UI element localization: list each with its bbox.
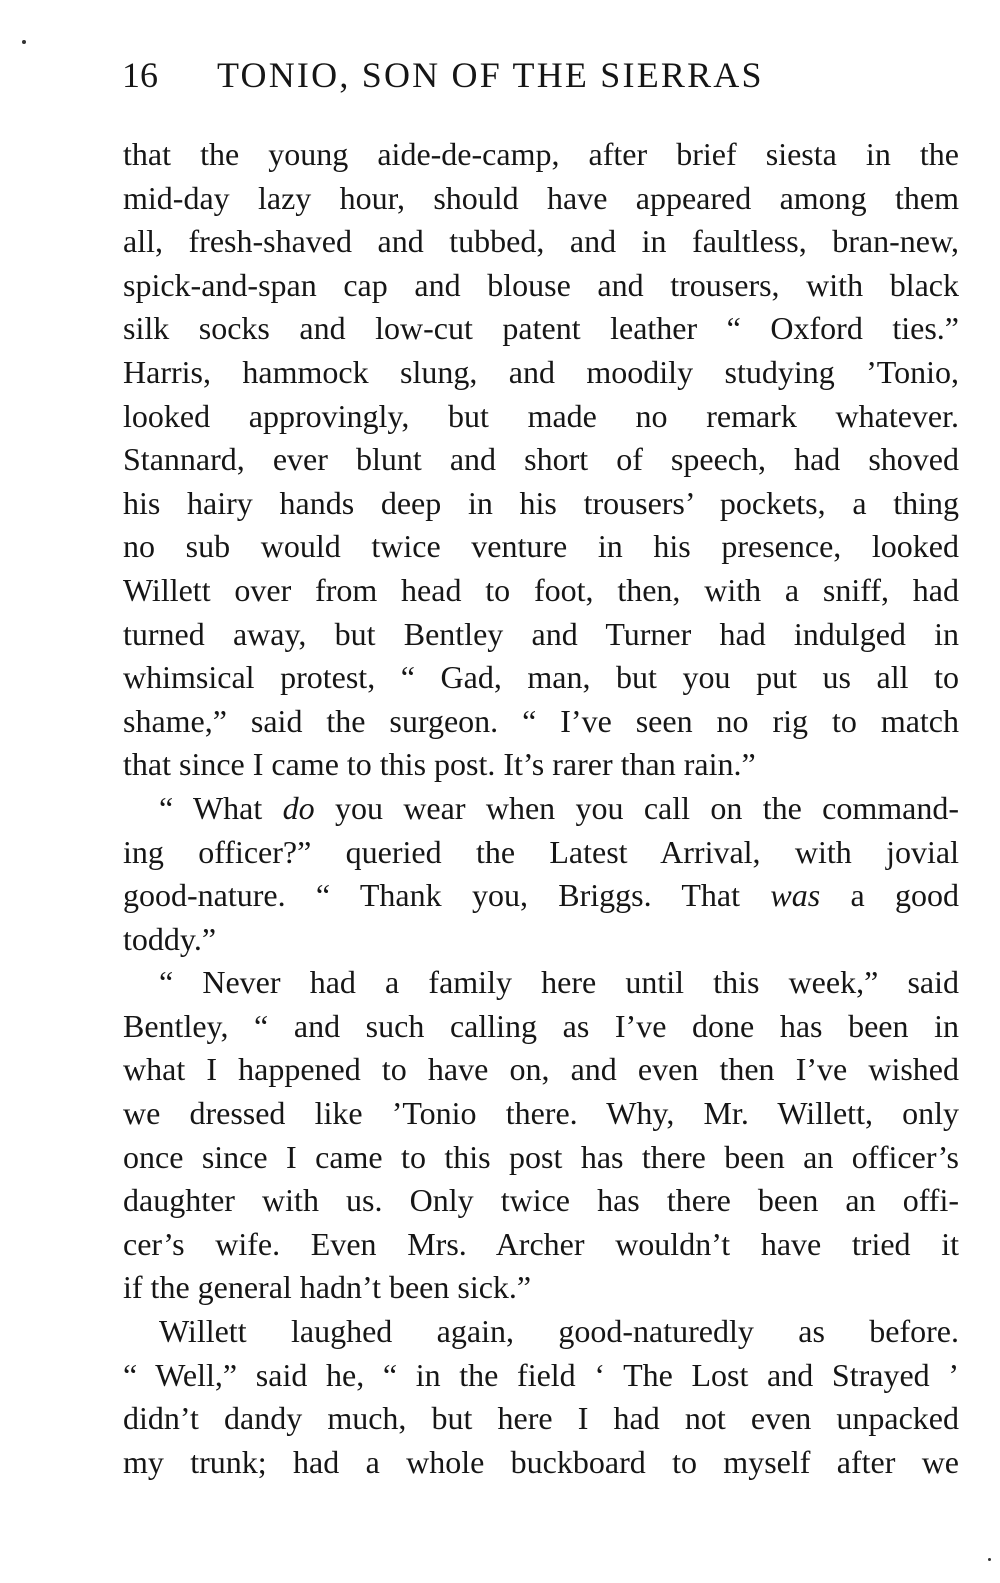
text-line xyxy=(123,961,959,1005)
text-line xyxy=(123,264,959,308)
text-line xyxy=(123,1092,959,1136)
text-line xyxy=(123,1179,959,1223)
text-segment: daughter with us. Only twice has there been an offi- xyxy=(123,1182,959,1219)
text-line xyxy=(123,482,959,526)
text-segment: toddy.” xyxy=(123,920,217,957)
text-segment: Harris, hammock slung, and moodily studying ’Tonio, xyxy=(123,353,959,390)
text-segment: didn’t dandy much, but here I had not even unpacked xyxy=(123,1400,959,1437)
text-segment: his hairy hands deep in his trousers’ pockets, a thing xyxy=(123,484,959,521)
text-line xyxy=(123,874,959,918)
text-line xyxy=(123,700,959,744)
text-line xyxy=(123,743,959,787)
text-line xyxy=(123,1223,959,1267)
page-number: 16 xyxy=(122,55,158,95)
text-segment: silk socks and low-cut patent leather “ Oxford ties.” xyxy=(123,310,959,347)
text-line xyxy=(123,787,959,831)
text-segment: Willett over from head to foot, then, with a sniff, had xyxy=(123,571,959,608)
text-line xyxy=(123,525,959,569)
text-line xyxy=(123,395,959,439)
text-segment: once since I came to this post has there been an officer’s xyxy=(123,1138,959,1175)
text-line xyxy=(123,1310,959,1354)
text-segment: no sub would twice venture in his presence, looked xyxy=(123,528,959,565)
text-line xyxy=(123,1005,959,1049)
text-line xyxy=(123,1048,959,1092)
text-segment: whimsical protest, “ Gad, man, but you put us all to xyxy=(123,659,959,696)
running-header xyxy=(122,52,882,98)
text-line xyxy=(123,351,959,395)
text-segment: good-nature. “ Thank you, Briggs. That xyxy=(123,877,771,914)
text-line xyxy=(123,831,959,875)
text-line xyxy=(123,656,959,700)
text-line xyxy=(123,1266,959,1310)
text-segment: my trunk; had a whole buckboard to myself after we xyxy=(123,1443,959,1480)
body-text xyxy=(123,133,959,1484)
print-speck xyxy=(988,1558,991,1561)
text-line xyxy=(123,220,959,264)
text-segment: mid-day lazy hour, should have appeared among them xyxy=(123,179,959,216)
text-line xyxy=(123,1441,959,1485)
text-segment: Stannard, ever blunt and short of speech, had shoved xyxy=(123,441,959,478)
print-speck xyxy=(22,40,26,44)
text-segment: Bentley, “ and such calling as I’ve done has been in xyxy=(123,1007,959,1044)
text-line xyxy=(123,307,959,351)
text-segment: we dressed like ’Tonio there. Why, Mr. Willett, only xyxy=(123,1095,959,1132)
text-segment: cer’s wife. Even Mrs. Archer wouldn’t have tried it xyxy=(123,1225,959,1262)
text-segment: you wear when you call on the command- xyxy=(314,789,960,826)
text-segment: “ What xyxy=(159,789,283,826)
text-segment: what I happened to have on, and even then I’ve wished xyxy=(123,1051,959,1088)
text-segment: all, fresh-shaved and tubbed, and in faultless, bran-new, xyxy=(123,223,959,260)
text-segment: turned away, but Bentley and Turner had indulged in xyxy=(123,615,959,652)
text-segment: a good xyxy=(820,877,960,914)
text-line xyxy=(123,1354,959,1398)
text-line xyxy=(123,177,959,221)
italic-text: do xyxy=(282,789,315,826)
text-line xyxy=(123,1397,959,1441)
running-title: TONIO, SON OF THE SIERRAS xyxy=(217,55,764,95)
text-line xyxy=(123,438,959,482)
text-segment: looked approvingly, but made no remark whatever. xyxy=(123,397,959,434)
text-segment: that the young aide-de-camp, after brief siesta in the xyxy=(123,136,959,172)
text-line xyxy=(123,918,959,962)
text-segment: “ Never had a family here until this week,” said xyxy=(159,964,959,1001)
text-segment: spick-and-span cap and blouse and trousers, with black xyxy=(123,266,959,303)
text-line xyxy=(123,613,959,657)
text-segment: ing officer?” queried the Latest Arrival, with jovial xyxy=(123,833,959,870)
text-segment: shame,” said the surgeon. “ I’ve seen no rig to match xyxy=(123,702,959,739)
text-line xyxy=(123,1136,959,1180)
text-segment: if the general hadn’t been sick.” xyxy=(123,1269,532,1306)
text-segment: that since I came to this post. It’s rarer than rain.” xyxy=(123,746,756,783)
text-line xyxy=(123,569,959,613)
text-segment: “ Well,” said he, “ in the field ‘ The Lost and Strayed ’ xyxy=(123,1356,959,1393)
text-segment: Willett laughed again, good-naturedly as before. xyxy=(159,1313,959,1350)
text-line xyxy=(123,133,959,177)
italic-text: was xyxy=(770,877,821,914)
